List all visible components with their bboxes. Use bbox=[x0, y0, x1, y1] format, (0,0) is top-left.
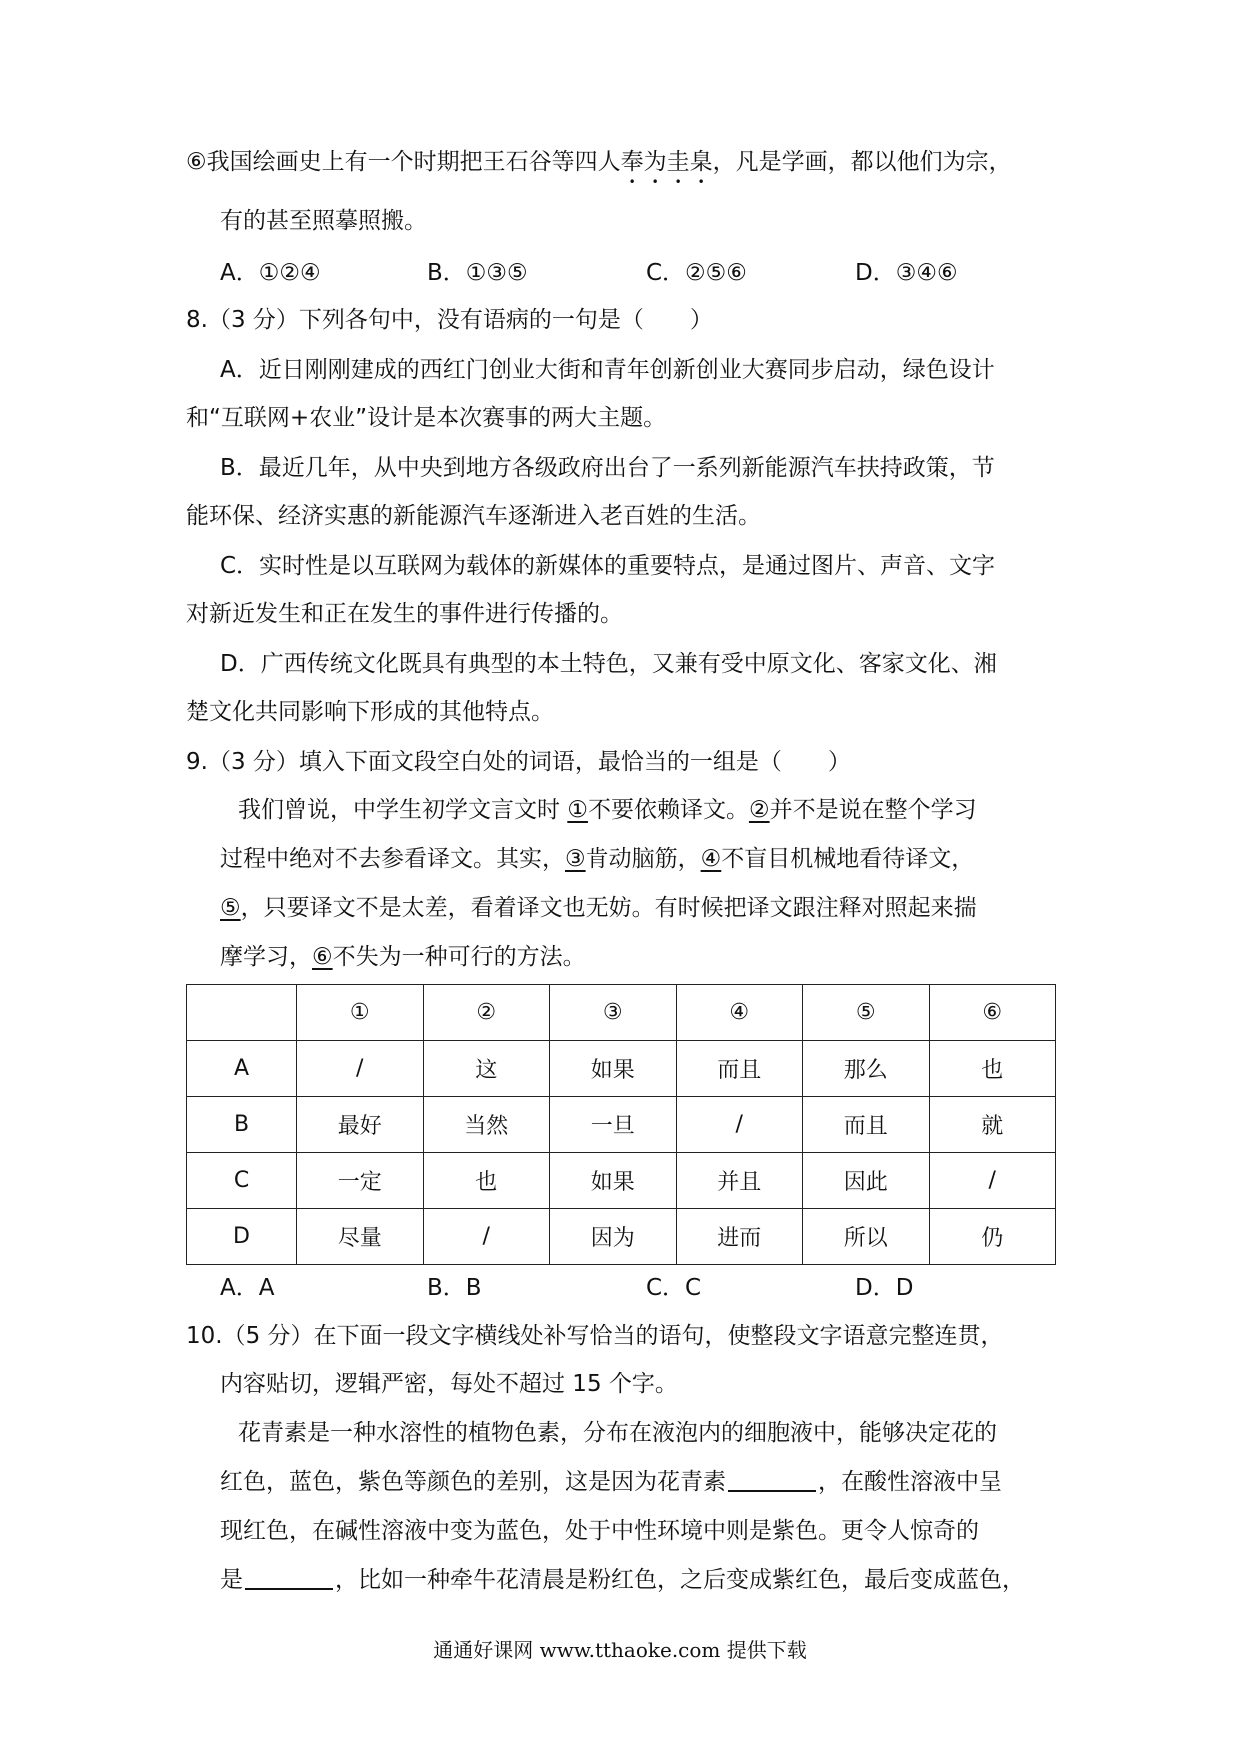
q7-item6-text-post: ，凡是学画，都以他们为宗， bbox=[712, 149, 1012, 175]
q9-text: 我们曾说，中学生初学文言文时 bbox=[238, 797, 568, 823]
table-cell: / bbox=[423, 1209, 550, 1265]
q9-text: 肯动脑筋， bbox=[585, 846, 701, 872]
table-cell: 这 bbox=[423, 1041, 550, 1097]
table-cell: / bbox=[297, 1041, 424, 1097]
table-cell: B bbox=[187, 1097, 297, 1153]
q9-text: 不盲目机械地看待译文， bbox=[721, 846, 975, 872]
q9-blank-1: ① bbox=[567, 797, 588, 823]
q10-stem-line1: 10.（5 分）在下面一段文字横线处补写恰当的语句，使整段文字语意完整连贯， bbox=[186, 1323, 1004, 1349]
q10-text: ，在酸性溶液中呈 bbox=[818, 1469, 1002, 1495]
table-row bbox=[187, 1097, 1056, 1153]
q9-blank-3: ③ bbox=[565, 846, 586, 872]
q8-option-b-line2[interactable]: 能环保、经济实惠的新能源汽车逐渐进入老百姓的生活。 bbox=[186, 503, 761, 529]
q9-option-a[interactable]: A．A bbox=[220, 1275, 275, 1301]
q9-text: 并不是说在整个学习 bbox=[769, 797, 977, 823]
q7-item6-text: ⑥我国绘画史上有一个时期把王石谷等四人 bbox=[186, 149, 621, 175]
table-cell: 并且 bbox=[676, 1153, 803, 1209]
q8-option-b-line1[interactable]: B．最近几年，从中央到地方各级政府出台了一系列新能源汽车扶持政策，节 bbox=[220, 455, 995, 481]
table-cell: 最好 bbox=[297, 1097, 424, 1153]
q9-text: 过程中绝对不去参看译文。其实， bbox=[220, 846, 565, 872]
q9-options bbox=[0, 1272, 1240, 1304]
table-cell: 仍 bbox=[929, 1209, 1056, 1265]
q8-option-c-line2[interactable]: 对新近发生和正在发生的事件进行传播的。 bbox=[186, 601, 623, 627]
q9-blank-6: ⑥ bbox=[312, 944, 333, 970]
table-cell: 如果 bbox=[550, 1041, 677, 1097]
table-cell: 因为 bbox=[550, 1209, 677, 1265]
q9-text: 摩学习， bbox=[220, 944, 312, 970]
page-footer: 通通好课网 www.tthaoke.com 提供下载 bbox=[433, 1638, 807, 1662]
q7-item6-line2: 有的甚至照摹照搬。 bbox=[220, 208, 427, 234]
q9-passage-line1 bbox=[238, 794, 977, 826]
q9-text: 不要依赖译文。 bbox=[587, 797, 749, 823]
q7-option-c[interactable]: C．②⑤⑥ bbox=[646, 260, 747, 286]
table-cell: 如果 bbox=[550, 1153, 677, 1209]
table-cell: 也 bbox=[423, 1153, 550, 1209]
q10-passage-line3: 现红色，在碱性溶液中变为蓝色，处于中性环境中则是紫色。更令人惊奇的 bbox=[220, 1518, 979, 1544]
q8-option-d-line1[interactable]: D．广西传统文化既具有典型的本土特色，又兼有受中原文化、客家文化、湘 bbox=[220, 651, 997, 677]
table-cell: 因此 bbox=[803, 1153, 930, 1209]
q8-option-c-line1[interactable]: C．实时性是以互联网为载体的新媒体的重要特点，是通过图片、声音、文字 bbox=[220, 553, 996, 579]
table-cell: / bbox=[929, 1153, 1056, 1209]
table-cell: ⑤ bbox=[803, 985, 930, 1041]
q9-blank-2: ② bbox=[748, 797, 770, 823]
table-row bbox=[187, 1209, 1056, 1265]
table-cell: / bbox=[676, 1097, 803, 1153]
q7-item6-line1 bbox=[186, 146, 1012, 189]
q9-blank-5: ⑤ bbox=[220, 895, 241, 921]
table-cell: 所以 bbox=[803, 1209, 930, 1265]
q9-stem: 9.（3 分）填入下面文段空白处的词语，最恰当的一组是（ ） bbox=[186, 749, 851, 775]
q9-text: ，只要译文不是太差，看着译文也无妨。有时候把译文跟注释对照起来揣 bbox=[240, 895, 977, 921]
table-cell: 一旦 bbox=[550, 1097, 677, 1153]
table-cell: 当然 bbox=[423, 1097, 550, 1153]
table-row bbox=[187, 1041, 1056, 1097]
q7-item6-emphasis: 奉为圭臬 bbox=[620, 149, 713, 175]
table-cell: ⑥ bbox=[929, 985, 1056, 1041]
q9-option-c[interactable]: C．C bbox=[646, 1275, 702, 1301]
table-cell: 也 bbox=[929, 1041, 1056, 1097]
q10-answer-blank-1[interactable] bbox=[728, 1468, 816, 1492]
q7-option-d[interactable]: D．③④⑥ bbox=[855, 260, 958, 286]
table-cell: 一定 bbox=[297, 1153, 424, 1209]
table-cell: A bbox=[187, 1041, 297, 1097]
q10-passage-line4 bbox=[220, 1564, 1025, 1596]
q10-stem-line2: 内容贴切，逻辑严密，每处不超过 15 个字。 bbox=[220, 1371, 678, 1397]
table-cell: C bbox=[187, 1153, 297, 1209]
q8-option-d-line2[interactable]: 楚文化共同影响下形成的其他特点。 bbox=[186, 699, 554, 725]
table-cell: 进而 bbox=[676, 1209, 803, 1265]
q9-option-b[interactable]: B．B bbox=[427, 1275, 482, 1301]
q10-passage-line1: 花青素是一种水溶性的植物色素，分布在液泡内的细胞液中，能够决定花的 bbox=[238, 1420, 997, 1446]
q9-text: 不失为一种可行的方法。 bbox=[332, 944, 586, 970]
q9-passage-line3 bbox=[220, 892, 977, 924]
table-cell: ② bbox=[423, 985, 550, 1041]
q8-option-a-line2[interactable]: 和“互联网+农业”设计是本次赛事的两大主题。 bbox=[186, 405, 667, 431]
q10-passage-line2 bbox=[220, 1466, 1002, 1498]
table-cell: D bbox=[187, 1209, 297, 1265]
table-cell: ④ bbox=[676, 985, 803, 1041]
q8-stem: 8.（3 分）下列各句中，没有语病的一句是（ ） bbox=[186, 307, 713, 333]
table-cell: 尽量 bbox=[297, 1209, 424, 1265]
q10-text: ，比如一种牵牛花清晨是粉红色，之后变成紫红色，最后变成蓝色， bbox=[335, 1567, 1025, 1593]
table-header-row bbox=[187, 985, 1056, 1041]
q7-option-b[interactable]: B．①③⑤ bbox=[427, 260, 528, 286]
q7-options bbox=[0, 257, 1240, 289]
q9-options-table bbox=[186, 984, 1056, 1265]
table-row bbox=[187, 1153, 1056, 1209]
table-cell: 那么 bbox=[803, 1041, 930, 1097]
q9-passage-line4 bbox=[220, 941, 586, 973]
q9-passage-line2 bbox=[220, 843, 974, 875]
table-cell: ③ bbox=[550, 985, 677, 1041]
q9-blank-4: ④ bbox=[700, 846, 722, 872]
table-cell: 就 bbox=[929, 1097, 1056, 1153]
q7-option-a[interactable]: A．①②④ bbox=[220, 260, 321, 286]
q10-text: 是 bbox=[220, 1567, 243, 1593]
table-cell bbox=[187, 985, 297, 1041]
q10-answer-blank-2[interactable] bbox=[245, 1566, 333, 1590]
table-cell: 而且 bbox=[676, 1041, 803, 1097]
q10-text: 红色，蓝色，紫色等颜色的差别，这是因为花青素 bbox=[220, 1469, 726, 1495]
table-cell: ① bbox=[297, 985, 424, 1041]
q8-option-a-line1[interactable]: A．近日刚刚建成的西红门创业大街和青年创新创业大赛同步启动，绿色设计 bbox=[220, 357, 995, 383]
q9-option-d[interactable]: D．D bbox=[855, 1275, 914, 1301]
table-cell: 而且 bbox=[803, 1097, 930, 1153]
